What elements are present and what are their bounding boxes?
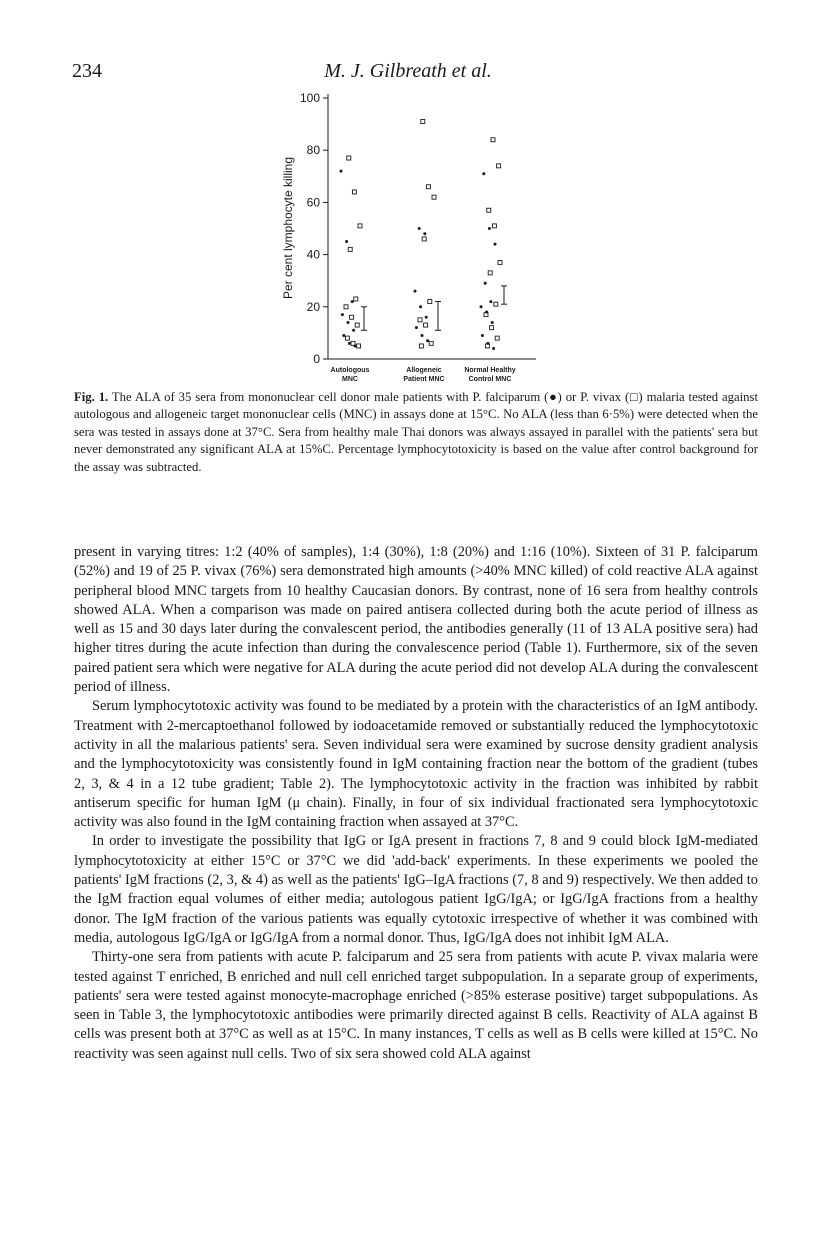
vivax-point	[355, 323, 359, 327]
group-label-3-line1: Normal Healthy	[464, 367, 516, 374]
falciparum-point	[345, 240, 348, 243]
vivax-point	[490, 326, 494, 330]
vivax-point	[419, 344, 423, 348]
paragraph-3: In order to investigate the possibility that IgG or IgA present in fractions 7, 8 and 9 could block IgM-mediated lymphocytotoxicity at either 15°C or 37°C we did 'add-back' experiments. In these experiments we pooled the patients' IgM fractions (2, 3, & 4) as well as the patients' IgG–IgA fractions (7, 8 and 9) respectively. We then added to the IgM fraction equal volumes of either media; autologous patient IgG/IgA; or IgG/IgA fractions from a healthy donor. The IgM fraction of the various patients was equally cytotoxic irrespective of whether it was combined with media, autologous IgG/IgA or IgG/IgA from a normal donor. Thus, IgG/IgA does not inhibit IgM ALA.	[74, 833, 758, 946]
falciparum-point	[480, 305, 483, 308]
falciparum-point	[348, 342, 351, 345]
vivax-point	[418, 318, 422, 322]
vivax-point	[424, 323, 428, 327]
vivax-point	[347, 156, 351, 160]
falciparum-point	[425, 316, 428, 319]
caption-text: The ALA of 35 sera from mononuclear cell donor male patients with P. falciparum (●) or P. vivax (□) malaria tested against autologous and allogeneic target mononuclear cells (MNC) in assays done at 15°C. No ALA (less than 6·5%) were detected when the sera was tested in assays done at 37°C. Sera from healthy male Thai donors was always assayed in parallel with the patients' sera but never demonstrated any significant ALA at 15%C. Percentage lymphocytotoxicity is based on the value after control background for the assay was subtracted.	[74, 390, 758, 474]
vivax-point	[488, 271, 492, 275]
falciparum-point	[414, 290, 417, 293]
falciparum-point	[418, 227, 421, 230]
vivax-point	[426, 185, 430, 189]
y-tick-label: 60	[306, 195, 320, 210]
group-label-2-line2: Patient MNC	[403, 376, 445, 383]
falciparum-point	[484, 282, 487, 285]
vivax-point	[348, 247, 352, 251]
falciparum-point	[421, 334, 424, 337]
falciparum-point	[342, 334, 345, 337]
y-ticks	[300, 91, 328, 366]
y-axis-label: Per cent lymphocyte killing	[281, 156, 295, 300]
falciparum-point	[419, 305, 422, 308]
body-text	[74, 543, 758, 1064]
group-label-1-line2: MNC	[342, 376, 358, 383]
vivax-point	[357, 344, 361, 348]
vivax-point	[494, 302, 498, 306]
vivax-point	[432, 195, 436, 199]
vivax-point	[429, 341, 433, 345]
falciparum-point	[488, 227, 491, 230]
vivax-point	[358, 224, 362, 228]
figure-caption	[74, 389, 758, 476]
group-labels	[331, 367, 516, 383]
falciparum-point	[347, 321, 350, 324]
falciparum-point	[351, 300, 354, 303]
error-bars	[361, 286, 507, 330]
vivax-point	[497, 164, 501, 168]
y-tick-label: 20	[306, 299, 320, 314]
vivax-point	[352, 190, 356, 194]
vivax-point	[421, 119, 425, 123]
vivax-point	[498, 260, 502, 264]
falciparum-point	[491, 321, 494, 324]
y-tick-label: 40	[306, 247, 320, 262]
vivax-point	[344, 305, 348, 309]
vivax-point	[428, 300, 432, 304]
running-head: M. J. Gilbreath et al.	[324, 60, 492, 82]
paragraph-4: Thirty-one sera from patients with acute P. falciparum and 25 sera from patients with acute P. vivax malaria were tested against T enriched, B enriched and null cell enriched target subpopulation. In a separate group of experiments, patients' sera were tested against monocyte-macrophage enriched (>85% esterase positive) target subpopulations. As seen in Table 3, the lymphocytotoxic antibodies were primarily directed against B cells. Reactivity of ALA against B cells was present both at 37°C as well as at 15°C. In many instances, T cells as well as B cells were killed at 15°C. No reactivity was seen against null cells. Two of six sera showed cold ALA against	[74, 949, 758, 1062]
y-tick-label: 100	[299, 91, 320, 105]
vivax-point	[345, 336, 349, 340]
figure-1-chart	[270, 88, 540, 388]
falciparum-point	[426, 339, 429, 342]
falciparum-point	[340, 170, 343, 173]
falciparum-point	[482, 172, 485, 175]
group-label-1-line1: Autologous	[330, 367, 370, 374]
caption-label: Fig. 1.	[74, 390, 109, 404]
group-label-3-line2: Control MNC	[468, 376, 512, 383]
page-number: 234	[72, 60, 102, 82]
falciparum-point	[415, 326, 418, 329]
group-label-2-line1: Allogeneic	[406, 367, 442, 374]
falciparum-point	[352, 329, 355, 332]
y-tick-label: 0	[313, 352, 320, 366]
paragraph-1: present in varying titres: 1:2 (40% of samples), 1:4 (30%), 1:8 (20%) and 1:16 (10%). Sixteen of 31 P. falciparum (52%) and 19 of 25 P. vivax (76%) sera demonstrated high amounts (>40% MNC killed) of cold reactive ALA against peripheral blood MNC targets from 10 healthy Caucasian donors. By contrast, none of 16 sera from healthy controls showed ALA. When a comparison was made on paired antisera collected during both the acute period of illness as well as 15 and 30 days later during the convalescent period, the antibodies generally (11 of 13 ALA positive sera) had higher titres during the acute infection than during the convalescence period (Table 1). Furthermore, six of the seven paired patient sera which were negative for ALA during the acute period did not develop ALA during the convalescent period of illness.	[74, 544, 758, 696]
chart-axes	[328, 94, 536, 359]
paragraph-2: Serum lymphocytotoxic activity was found to be mediated by a protein with the characteristics of an IgM antibody. Treatment with 2-mercaptoethanol followed by iodoacetamide removed or substantially reduced the lymphocytotoxic activity in all the malarious patients' sera. Seven individual sera were examined by sucrose density gradient analysis and the lymphocytotoxicity was consistently found in IgM containing fraction near the bottom of the gradient (tubes 2, 3, & 4 in a 12 tube gradient; Table 2). The lymphocytotoxic activity in the fraction was inhibited by rabbit antiserum specific for human IgM (μ chain). Finally, in four of six individual fractionated sera lymphocytotoxic activity was also found in the IgM containing fraction when assayed at 37°C.	[74, 698, 758, 831]
vivax-point	[487, 208, 491, 212]
vivax-point	[491, 138, 495, 142]
y-tick-label: 80	[306, 143, 320, 158]
falciparum-point	[341, 313, 344, 316]
vivax-point	[350, 315, 354, 319]
falciparum-point	[481, 334, 484, 337]
falciparum-point	[489, 300, 492, 303]
falciparum-point	[492, 347, 495, 350]
vivax-point	[422, 237, 426, 241]
vivax-point	[492, 224, 496, 228]
vivax-point	[495, 336, 499, 340]
vivax-point	[354, 297, 358, 301]
falciparum-point	[423, 232, 426, 235]
falciparum-point	[494, 243, 497, 246]
